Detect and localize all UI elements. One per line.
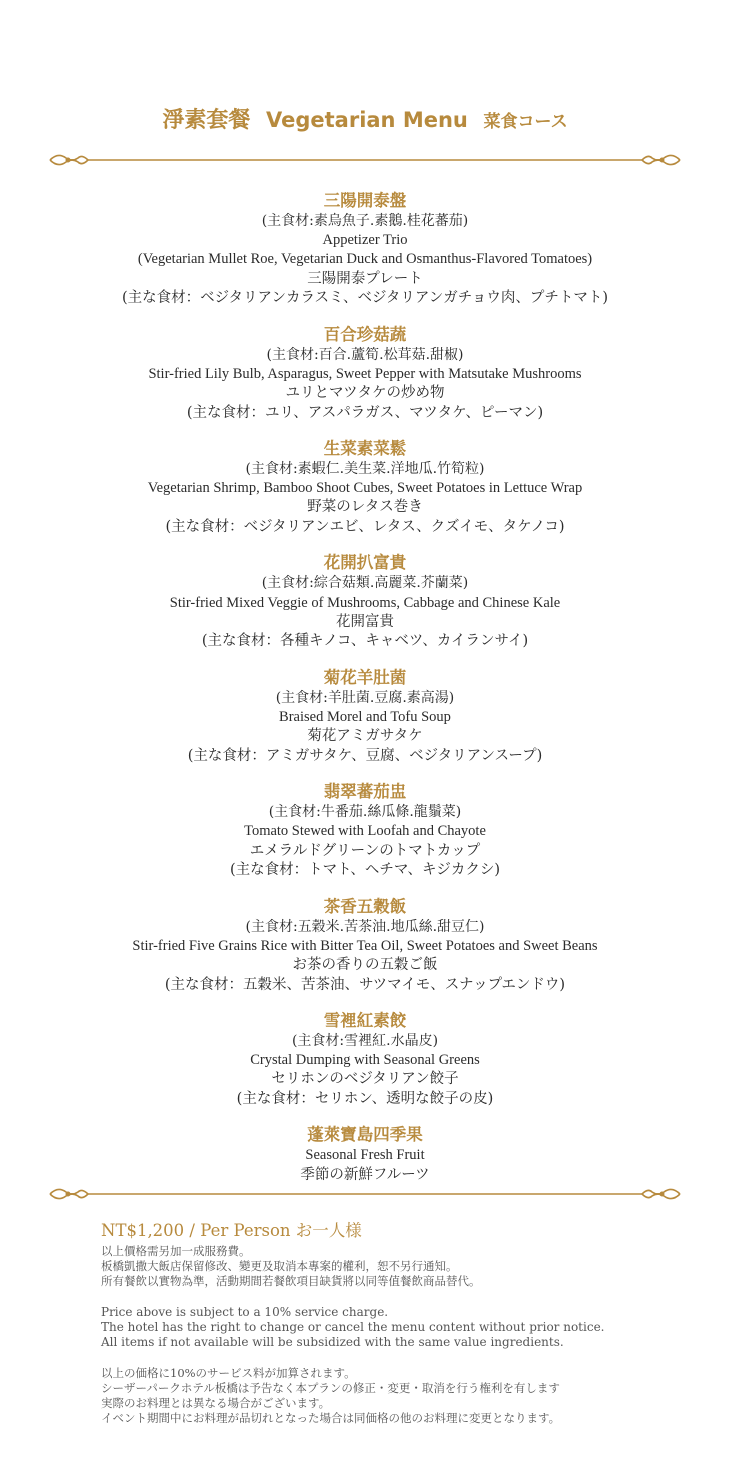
title-chinese: 淨素套餐 xyxy=(162,108,251,133)
note-line: All items if not available will be subsidized with the same value ingredients. xyxy=(101,1335,564,1349)
course-item xyxy=(0,896,730,995)
course-name-en: Tomato Stewed with Loofah and Chayote xyxy=(244,823,486,840)
note-line: シーザーパークホテル板橋は予告なく本プランの修正・変更・取消を行う権利を有します xyxy=(101,1381,560,1395)
course-item xyxy=(0,1124,730,1185)
note-line: 板橋凱撒大飯店保留修改、變更及取消本專案的權利，恕不另行通知。 xyxy=(101,1259,458,1273)
course-name-en: Appetizer Trio xyxy=(322,232,408,249)
course-list xyxy=(0,190,730,1200)
footer-notes xyxy=(101,1220,701,1426)
course-name-en: Seasonal Fresh Fruit xyxy=(305,1147,425,1164)
course-name: 菊花羊肚菌 xyxy=(323,667,407,687)
bottom-ornament-divider xyxy=(48,1184,682,1204)
course-ingredients-zh: (主食材:雪裡紅.水晶皮) xyxy=(291,1033,439,1050)
course-ingredients-ja: (主な食材：トマト、ヘチマ、キジカクシ) xyxy=(230,862,500,879)
course-name-ja: エメラルドグリーンのトマトカップ xyxy=(249,842,481,859)
top-ornament-divider xyxy=(48,150,682,170)
course-ingredients-ja: (主な食材：五穀米、苦茶油、サツマイモ、スナップエンドウ) xyxy=(164,976,566,993)
price-per-person: NT$1,200 / Per Person お一人様 xyxy=(101,1221,362,1240)
course-item xyxy=(0,667,730,766)
course-name-ja: 花開富貴 xyxy=(336,613,394,630)
course-ingredients-ja: (主な食材：アミガサタケ、豆腐、ベジタリアンスープ) xyxy=(187,747,543,764)
course-ingredients-zh: (主食材:牛番茄.絲瓜條.龍鬚菜) xyxy=(268,804,462,821)
note-line: 以上價格需另加一成服務費。 xyxy=(101,1244,251,1258)
course-name-en: Crystal Dumping with Seasonal Greens xyxy=(250,1052,480,1069)
course-name-ja: 三陽開泰プレート xyxy=(307,270,423,287)
course-name-en: Stir-fried Five Grains Rice with Bitter Tea Oil, Sweet Potatoes and Sweet Beans xyxy=(132,937,598,954)
course-name: 三陽開泰盤 xyxy=(323,191,407,210)
course-name-ja: 野菜のレタス巻き xyxy=(307,499,423,516)
course-desc-en: (Vegetarian Mullet Roe, Vegetarian Duck and Osmanthus-Flavored Tomatoes) xyxy=(137,251,593,268)
course-ingredients-ja: (主な食材：セリホン、透明な餃子の皮) xyxy=(236,1090,494,1107)
course-name-ja: セリホンのベジタリアン餃子 xyxy=(271,1071,459,1088)
menu-title xyxy=(0,104,730,138)
course-ingredients-ja: (主な食材：ユリ、アスパラガス、マツタケ、ピーマン) xyxy=(186,404,544,421)
course-name-en: Stir-fried Lily Bulb, Asparagus, Sweet Pepper with Matsutake Mushrooms xyxy=(148,365,582,382)
course-ingredients-zh: (主食材:綜合菇類.高麗菜.芥蘭菜) xyxy=(261,575,469,592)
course-ingredients-zh: (主食材:百合.蘆筍.松茸菇.甜椒) xyxy=(266,346,464,363)
course-ingredients-ja: (主な食材：各種キノコ、キャベツ、カイランサイ) xyxy=(201,633,529,650)
course-ingredients-ja: (主な食材：ベジタリアンエビ、レタス、クズイモ、タケノコ) xyxy=(165,518,565,535)
course-name-ja: 季節の新鮮フルーツ xyxy=(300,1166,430,1183)
course-item xyxy=(0,324,730,423)
note-line: 実際のお料理とは異なる場合がございます。 xyxy=(101,1396,331,1410)
course-name-en: Braised Morel and Tofu Soup xyxy=(279,709,451,726)
course-name: 花開扒富貴 xyxy=(323,553,407,573)
notes-chinese xyxy=(101,1244,701,1289)
course-name-en: Vegetarian Shrimp, Bamboo Shoot Cubes, Sweet Potatoes in Lettuce Wrap xyxy=(147,480,583,497)
course-item xyxy=(0,438,730,537)
course-ingredients-ja: (主な食材：ベジタリアンカラスミ、ベジタリアンガチョウ肉、プチトマト) xyxy=(121,290,609,307)
note-line: 所有餐飲以實物為準，活動期間若餐飲項目缺貨將以同等值餐飲商品替代。 xyxy=(101,1274,481,1288)
course-ingredients-zh: (主食材:素蝦仁.美生菜.洋地瓜.竹筍粒) xyxy=(245,461,485,478)
note-line: Price above is subject to a 10% service charge. xyxy=(101,1305,389,1319)
course-ingredients-zh: (主食材:五穀米.苦茶油.地瓜絲.甜豆仁) xyxy=(245,918,485,935)
note-line: 以上の価格に10%のサービス料が加算されます。 xyxy=(101,1366,356,1380)
course-item xyxy=(0,552,730,651)
note-line: イベント期間中にお料理が品切れとなった場合は同価格の他のお料理に変更となります。 xyxy=(101,1411,561,1425)
note-line: The hotel has the right to change or cancel the menu content without prior notice. xyxy=(101,1320,605,1334)
course-item xyxy=(0,1010,730,1109)
course-name: 生菜素菜鬆 xyxy=(323,439,407,459)
course-item xyxy=(0,781,730,880)
course-name-ja: お茶の香りの五穀ご飯 xyxy=(292,957,438,974)
course-ingredients-zh: (主食材:羊肚菌.豆腐.素高湯) xyxy=(275,689,455,706)
course-name: 蓬萊寶島四季果 xyxy=(307,1125,423,1145)
course-name: 茶香五穀飯 xyxy=(323,896,407,916)
course-name-ja: ユリとマツタケの炒め物 xyxy=(285,385,445,402)
course-name: 雪裡紅素餃 xyxy=(323,1011,407,1031)
notes-japanese xyxy=(101,1366,701,1426)
course-name-ja: 菊花アミガサタケ xyxy=(307,728,423,745)
course-name-en: Stir-fried Mixed Veggie of Mushrooms, Cabbage and Chinese Kale xyxy=(169,594,561,611)
course-name: 百合珍菇蔬 xyxy=(323,324,407,344)
course-ingredients-zh: (主食材:素烏魚子.素鵝.桂花蕃茄) xyxy=(261,213,469,229)
course-item xyxy=(0,190,730,309)
notes-english xyxy=(101,1305,701,1350)
title-english: Vegetarian Menu xyxy=(266,108,468,132)
course-name: 翡翠蕃茄盅 xyxy=(323,782,407,802)
title-japanese: 菜食コース xyxy=(483,112,568,132)
